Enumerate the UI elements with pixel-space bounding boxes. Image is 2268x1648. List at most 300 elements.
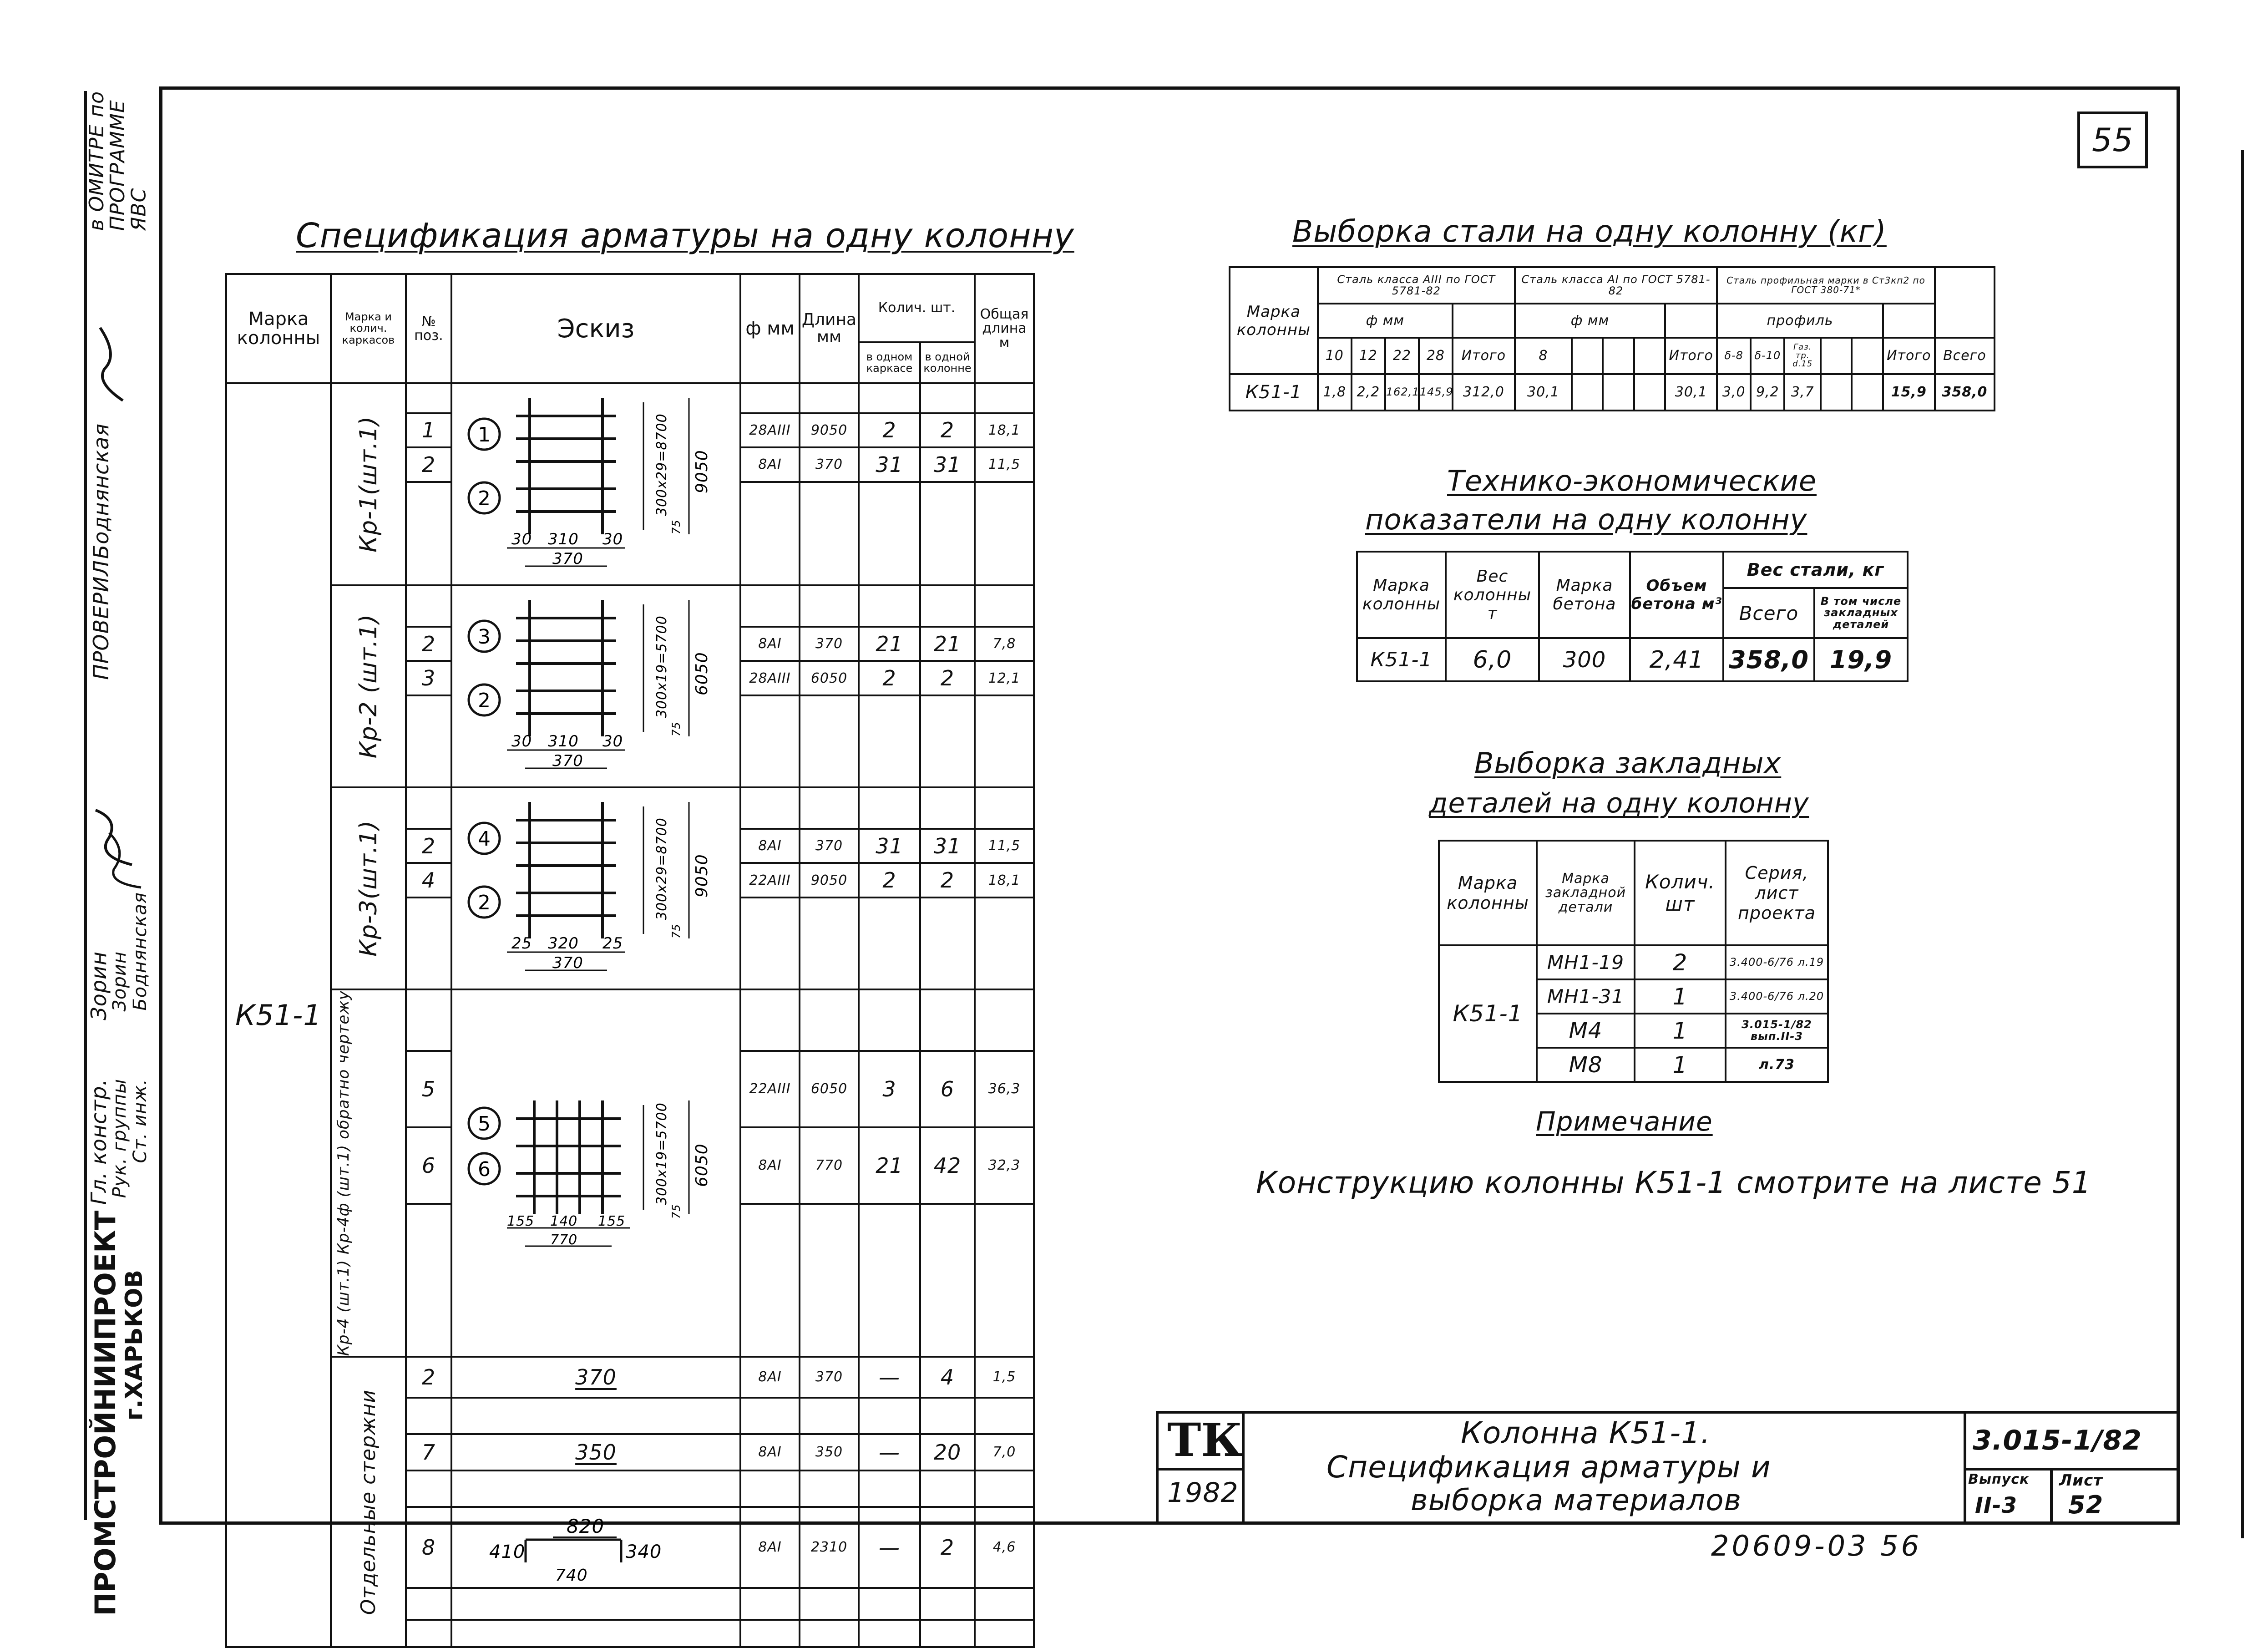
spec-empty [740, 898, 800, 989]
cage-sketch [451, 585, 740, 787]
sketch-dim: 770 [550, 1232, 578, 1248]
cage-4-drawing [452, 1091, 739, 1255]
steel-empty [1572, 338, 1603, 374]
spec-table [225, 273, 1035, 1648]
spec-empty [740, 989, 800, 1051]
steel-empty [1634, 374, 1665, 411]
spec-empty [740, 787, 800, 829]
cage-1-drawing [452, 384, 739, 584]
sketch-marker: 3 [478, 625, 491, 649]
spec-pos: 6 [406, 1127, 451, 1204]
steel-d1: 8 [1515, 338, 1572, 374]
spec-dia: 8АI [740, 447, 800, 482]
steel-d3: 22 [1385, 338, 1419, 374]
cage-3-drawing [452, 788, 739, 989]
spec-total: 7,8 [975, 627, 1034, 661]
tech-title-2: показатели на одну колонну [1365, 503, 1807, 536]
spec-empty [859, 1620, 920, 1647]
spec-pos: 5 [406, 1051, 451, 1127]
sketch-dim: 9050 [693, 450, 711, 493]
tech-steel-embedded: 19,9 [1814, 638, 1908, 681]
steel-row-mark: К51-1 [1230, 374, 1318, 411]
embedded-header-detail: Марка закладной детали [1537, 841, 1635, 945]
spec-empty [740, 482, 800, 585]
tech-concrete: 300 [1539, 638, 1630, 681]
bar-sketch-label: 350 [575, 1440, 617, 1465]
spec-column-mark: К51-1 [226, 383, 331, 1647]
sketch-marker: 5 [478, 1112, 491, 1136]
spec-empty [800, 1471, 859, 1507]
tech-header-weight: Вес колонны т [1446, 552, 1539, 638]
steel-header-phi: ф мм [1318, 304, 1453, 338]
sketch-dim: 25 [511, 934, 532, 953]
embedded-qty: 1 [1635, 979, 1726, 1014]
spec-q2: 2 [920, 863, 975, 898]
tech-header-steel-embedded: В том числе закладных деталей [1814, 588, 1908, 638]
spec-empty [451, 1398, 740, 1434]
margin-role-2: Рук. группы [109, 1079, 130, 1198]
spec-total: 1,5 [975, 1357, 1034, 1398]
spec-q2: 2 [920, 1507, 975, 1588]
cage-sketch [451, 787, 740, 989]
spec-q1: 2 [859, 863, 920, 898]
spec-empty [406, 695, 451, 787]
steel-header-class3: Сталь класса АIII по ГОСТ 5781-82 [1318, 267, 1515, 304]
spec-pos: 2 [406, 1357, 451, 1398]
spec-dia: 28АIII [740, 413, 800, 448]
tech-header-steel: Вес стали, кг [1723, 552, 1908, 588]
spec-empty [920, 383, 975, 413]
inventory-note [86, 91, 150, 231]
sketch-dim: 300х19=5700 [654, 615, 670, 718]
steel-v8: 30,1 [1515, 374, 1572, 411]
title-block-series-divider [1964, 1468, 2180, 1471]
spec-title: Спецификация арматуры на одну колонну [296, 216, 1074, 255]
sketch-dim: 75 [670, 721, 683, 736]
spec-empty [800, 1588, 859, 1620]
sketch-dim: 75 [670, 923, 683, 938]
sketch-dim: 300х29=8700 [654, 817, 670, 920]
bar-sketch [451, 1357, 740, 1398]
sketch-dim: 6050 [693, 1143, 711, 1187]
spec-empty [740, 383, 800, 413]
margin-name-3: Боднянская [130, 892, 151, 1011]
title-block-issue: II-3 [1975, 1493, 2018, 1518]
embedded-series: л.73 [1726, 1048, 1828, 1082]
steel-header-class1: Сталь класса АI по ГОСТ 5781-82 [1515, 267, 1717, 304]
embedded-header-mark: Марка колонны [1439, 841, 1537, 945]
tech-title-1: Технико-экономические [1447, 464, 1817, 497]
spec-pos: 2 [406, 829, 451, 863]
spec-empty [406, 1204, 451, 1357]
steel-empty [1852, 338, 1883, 374]
sketch-marker: 4 [478, 827, 491, 851]
spec-total: 7,0 [975, 1434, 1034, 1471]
spec-empty [406, 989, 451, 1051]
org-city: г.ХАРЬКОВ [121, 1270, 148, 1421]
spec-dia: 28АIII [740, 661, 800, 695]
spec-empty [451, 1471, 740, 1507]
spec-dia: 8АI [740, 1434, 800, 1471]
spec-empty [740, 1620, 800, 1647]
spec-header-sketch: Эскиз [451, 274, 740, 383]
spec-empty [740, 1398, 800, 1434]
org-name: ПРОМСТРОЙНИИПРОЕКТ [89, 1211, 122, 1616]
steel-title: Выборка стали на одну колонну (кг) [1292, 214, 1887, 249]
tech-steel-total: 358,0 [1723, 638, 1814, 681]
page-number: 55 [2091, 121, 2134, 159]
spec-q1: 31 [859, 447, 920, 482]
spec-empty [859, 482, 920, 585]
spec-empty [975, 989, 1034, 1051]
embedded-series: 3.400-6/76 л.20 [1726, 979, 1828, 1014]
steel-header-profile-short: профиль [1717, 304, 1883, 338]
inventory-line: ЯВС [127, 188, 151, 231]
steel-prof: δ-10 [1751, 338, 1784, 374]
spec-len: 770 [800, 1127, 859, 1204]
spec-q2: 31 [920, 829, 975, 863]
spec-q1: 2 [859, 413, 920, 448]
embedded-qty: 1 [1635, 1014, 1726, 1048]
spec-pos: 2 [406, 627, 451, 661]
tech-header-steel-total: Всего [1723, 588, 1814, 638]
sketch-dim: 75 [670, 1204, 683, 1219]
sketch-dim: 9050 [693, 854, 711, 898]
sketch-dim: 370 [552, 550, 583, 568]
tech-header-volume: Объем бетона м³ [1630, 552, 1723, 638]
spec-empty [406, 1620, 451, 1647]
spec-pos: 8 [406, 1507, 451, 1588]
spec-pos: 1 [406, 413, 451, 448]
spec-total: 18,1 [975, 863, 1034, 898]
steel-empty [1603, 374, 1634, 411]
tech-volume: 2,41 [1630, 638, 1723, 681]
spec-empty [920, 1398, 975, 1434]
spec-empty [975, 585, 1034, 627]
steel-empty [1821, 374, 1852, 411]
spec-empty [740, 1204, 800, 1357]
spec-empty [406, 898, 451, 989]
embedded-header-series: Серия, лист проекта [1726, 841, 1828, 945]
cage-sketch [451, 989, 740, 1357]
spec-empty [406, 383, 451, 413]
sketch-dim: 25 [602, 934, 623, 953]
spec-len: 350 [800, 1434, 859, 1471]
spec-header-mark: Марка колонны [226, 274, 331, 383]
embedded-mark: К51-1 [1439, 945, 1537, 1082]
cage-label: Кр-3(шт.1) [354, 820, 382, 957]
embedded-detail: МН1-31 [1537, 979, 1635, 1014]
cage-sketch [451, 383, 740, 585]
title-block-sheet: 52 [2068, 1491, 2104, 1519]
spec-len: 370 [800, 447, 859, 482]
steel-empty [1665, 304, 1717, 338]
steel-d3: 12 [1352, 338, 1385, 374]
steel-d3: 10 [1318, 338, 1352, 374]
steel-empty [1883, 304, 1935, 338]
spec-empty [975, 1204, 1034, 1357]
margin-role-3: Ст. инж. [130, 1079, 151, 1163]
embedded-qty: 2 [1635, 945, 1726, 979]
steel-t1: 30,1 [1665, 374, 1717, 411]
sketch-dim: 155 [507, 1213, 535, 1229]
spec-empty [859, 898, 920, 989]
tech-mark: К51-1 [1357, 638, 1446, 681]
tech-table [1356, 551, 1909, 682]
embedded-table [1438, 840, 1829, 1083]
spec-empty [975, 695, 1034, 787]
steel-tp: 15,9 [1883, 374, 1935, 411]
spec-empty [920, 482, 975, 585]
spec-empty [800, 482, 859, 585]
spec-q2: 4 [920, 1357, 975, 1398]
spec-empty [975, 1471, 1034, 1507]
spec-dia: 8АI [740, 627, 800, 661]
title-block-year: 1982 [1167, 1477, 1239, 1509]
spec-len: 9050 [800, 413, 859, 448]
bar-sketch [451, 1507, 740, 1588]
steel-empty [1453, 304, 1515, 338]
margin-name-2: Зорин [109, 951, 130, 1012]
spec-q1: — [859, 1434, 920, 1471]
cage-cell [331, 585, 406, 787]
steel-total-label: Итого [1665, 338, 1717, 374]
sketch-dim: 30 [602, 530, 623, 548]
spec-empty [975, 1398, 1034, 1434]
spec-q1: — [859, 1507, 920, 1588]
spec-q1: — [859, 1357, 920, 1398]
spec-empty [859, 989, 920, 1051]
spec-empty [740, 695, 800, 787]
embedded-title-2: деталей на одну колонну [1429, 787, 1809, 819]
title-block-issue-label: Выпуск [1968, 1471, 2030, 1487]
spec-empty [975, 383, 1034, 413]
spec-q2: 20 [920, 1434, 975, 1471]
spec-q1: 31 [859, 829, 920, 863]
sketch-dim: 30 [511, 732, 532, 750]
spec-header-qty-cage: в одном каркасе [859, 342, 920, 383]
spec-empty [975, 482, 1034, 585]
signature-marks [82, 309, 159, 901]
sketch-dim: 370 [552, 752, 583, 770]
spec-empty [975, 1620, 1034, 1647]
spec-len: 2310 [800, 1507, 859, 1588]
spec-q1: 21 [859, 627, 920, 661]
steel-t3: 312,0 [1453, 374, 1515, 411]
bar-dim: 410 [489, 1542, 525, 1563]
spec-empty [406, 585, 451, 627]
note-title: Примечание [1536, 1106, 1713, 1137]
title-block-tk: ТК [1167, 1413, 1243, 1467]
bar-sketch [451, 1434, 740, 1471]
sketch-dim: 155 [598, 1213, 626, 1229]
spec-empty [859, 1588, 920, 1620]
spec-header-dia: ф мм [740, 274, 800, 383]
spec-total: 12,1 [975, 661, 1034, 695]
steel-empty [1852, 374, 1883, 411]
steel-v12: 2,2 [1352, 374, 1385, 411]
sketch-dim: 300х29=8700 [654, 413, 670, 516]
margin-role-checked: ПРОВЕРИЛ [89, 560, 113, 680]
spec-empty [859, 383, 920, 413]
spec-len: 370 [800, 1357, 859, 1398]
steel-prof: δ-8 [1717, 338, 1751, 374]
spec-empty [859, 787, 920, 829]
title-block-sheet-divider [2050, 1468, 2053, 1525]
sketch-marker: 6 [478, 1157, 491, 1181]
cage-label: Кр-2 (шт.1) [354, 614, 382, 759]
spec-empty [406, 1398, 451, 1434]
steel-grand-label: Всего [1935, 338, 1995, 374]
spec-empty [451, 1620, 740, 1647]
page-number-box [2077, 112, 2148, 168]
bottom-archive-code: 20609-03 56 [1711, 1529, 1922, 1562]
spec-header-cage: Марка и колич. каркасов [331, 274, 406, 383]
spec-q2: 31 [920, 447, 975, 482]
spec-empty [859, 585, 920, 627]
spec-empty [920, 898, 975, 989]
spec-empty [740, 1471, 800, 1507]
steel-d3: 28 [1419, 338, 1453, 374]
spec-header-pos: № поз. [406, 274, 451, 383]
title-block-sheet-label: Лист [2059, 1471, 2103, 1490]
steel-empty [1603, 338, 1634, 374]
spec-total: 11,5 [975, 829, 1034, 863]
embedded-series: 3.015-1/82 вып.II-3 [1726, 1014, 1828, 1048]
sketch-dim: 30 [602, 732, 623, 750]
spec-empty [800, 787, 859, 829]
embedded-detail: М4 [1537, 1014, 1635, 1048]
cage-cell [331, 1357, 406, 1647]
cage-cell [331, 989, 406, 1357]
spec-empty [920, 1588, 975, 1620]
spec-total: 11,5 [975, 447, 1034, 482]
spec-q2: 6 [920, 1051, 975, 1127]
steel-prof: Газ. тр. d.15 [1784, 338, 1821, 374]
spec-empty [451, 1588, 740, 1620]
steel-v22: 162,1 [1385, 374, 1419, 411]
embedded-series: 3.400-6/76 л.19 [1726, 945, 1828, 979]
spec-empty [800, 898, 859, 989]
spec-empty [800, 383, 859, 413]
spec-q2: 42 [920, 1127, 975, 1204]
sketch-dim: 300х19=5700 [654, 1102, 670, 1205]
tech-header-concrete: Марка бетона [1539, 552, 1630, 638]
spec-empty [406, 787, 451, 829]
cage-cell [331, 383, 406, 585]
spec-total: 4,6 [975, 1507, 1034, 1588]
spec-empty [920, 787, 975, 829]
spec-empty [975, 898, 1034, 989]
embedded-header-qty: Колич. шт [1635, 841, 1726, 945]
title-line-3: выборка материалов [1411, 1484, 1742, 1517]
sketch-dim: 140 [550, 1213, 578, 1229]
spec-empty [975, 787, 1034, 829]
spec-empty [859, 1398, 920, 1434]
bar-sketch-label: 370 [575, 1365, 617, 1390]
title-block-tk-divider [1156, 1468, 1245, 1471]
spec-empty [975, 1588, 1034, 1620]
spec-q1: 2 [859, 661, 920, 695]
spec-empty [920, 1204, 975, 1357]
spec-dia: 8АI [740, 829, 800, 863]
cage-cell [331, 787, 406, 989]
sketch-dim: 370 [552, 954, 583, 972]
tech-weight: 6,0 [1446, 638, 1539, 681]
steel-p2: 9,2 [1751, 374, 1784, 411]
embedded-title-1: Выборка закладных [1474, 746, 1782, 780]
spec-empty [859, 1204, 920, 1357]
sketch-dim: 75 [670, 519, 683, 534]
spec-q2: 2 [920, 413, 975, 448]
spec-len: 9050 [800, 863, 859, 898]
title-line-2: Спецификация арматуры и [1326, 1450, 1771, 1485]
spec-len: 370 [800, 829, 859, 863]
spec-q1: 21 [859, 1127, 920, 1204]
steel-v28: 145,9 [1419, 374, 1453, 411]
steel-table [1229, 266, 1995, 411]
steel-empty [1935, 267, 1995, 338]
right-edge-line [2241, 150, 2244, 1538]
spec-empty [920, 585, 975, 627]
spec-empty [920, 989, 975, 1051]
spec-empty [740, 1588, 800, 1620]
margin-role-1: Гл. констр. [86, 1079, 111, 1205]
steel-v10: 1,8 [1318, 374, 1352, 411]
note-text: Конструкцию колонны К51-1 смотрите на листе 51 [1256, 1165, 2091, 1200]
sketch-dim: 310 [548, 732, 579, 750]
steel-p3: 3,7 [1784, 374, 1821, 411]
spec-q1: 3 [859, 1051, 920, 1127]
margin-checked-name: Боднянская [89, 423, 113, 559]
cage-label: Кр-4 (шт.1) Кр-4ф (шт.1) обратно чертежу [334, 990, 353, 1356]
spec-empty [859, 1471, 920, 1507]
spec-empty [800, 989, 859, 1051]
spec-empty [859, 695, 920, 787]
spec-total: 18,1 [975, 413, 1034, 448]
sketch-marker: 2 [478, 891, 491, 914]
spec-empty [800, 695, 859, 787]
spec-empty [800, 1620, 859, 1647]
steel-header-profile: Сталь профильная марки в Ст3кп2 по ГОСТ 380-71* [1717, 267, 1935, 304]
steel-header-mark: Марка колонны [1230, 267, 1318, 374]
spec-total: 32,3 [975, 1127, 1034, 1204]
title-line-1: Колонна К51-1. [1461, 1415, 1711, 1450]
steel-empty [1634, 338, 1665, 374]
spec-len: 370 [800, 627, 859, 661]
spec-empty [406, 1471, 451, 1507]
sketch-dim: 320 [548, 934, 579, 953]
bar-dim: 820 [566, 1515, 604, 1538]
steel-p1: 3,0 [1717, 374, 1751, 411]
spec-empty [740, 585, 800, 627]
steel-empty [1572, 374, 1603, 411]
sketch-dim: 310 [548, 530, 579, 548]
cage-label: Отдельные стержни [357, 1389, 380, 1615]
spec-empty [406, 1588, 451, 1620]
spec-empty [920, 695, 975, 787]
bar-dim: 740 [555, 1566, 588, 1585]
steel-empty [1821, 338, 1852, 374]
sketch-marker: 1 [478, 423, 491, 446]
embedded-detail: МН1-19 [1537, 945, 1635, 979]
spec-len: 6050 [800, 1051, 859, 1127]
spec-empty [920, 1471, 975, 1507]
sketch-marker: 2 [478, 487, 491, 510]
spec-empty [800, 1204, 859, 1357]
spec-pos: 3 [406, 661, 451, 695]
spec-q2: 21 [920, 627, 975, 661]
